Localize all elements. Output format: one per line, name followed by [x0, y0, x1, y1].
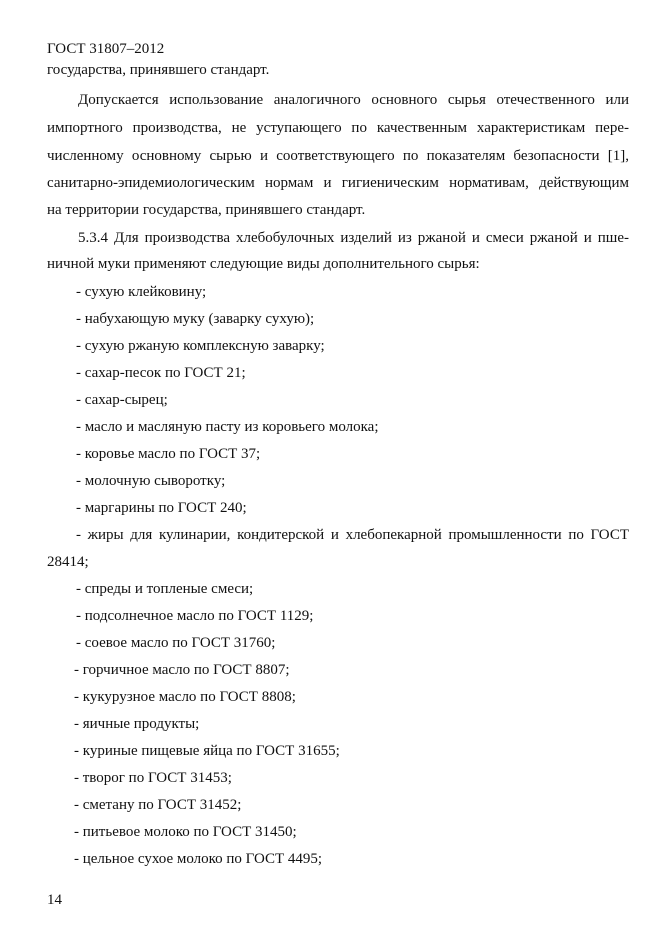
text-line: численному основному сырью и соответствующего по показателям безопасности [1],	[47, 148, 629, 164]
list-item: - горчичное масло по ГОСТ 8807;	[74, 662, 290, 678]
list-item: - сметану по ГОСТ 31452;	[74, 797, 242, 813]
list-item: - спреды и топленые смеси;	[76, 581, 254, 597]
text-line: 5.3.4 Для производства хлебобулочных изделий из ржаной и смеси ржаной и пше-	[78, 230, 629, 246]
text-line: Допускается использование аналогичного основного сырья отечественного или	[78, 92, 629, 108]
list-item: - яичные продукты;	[74, 716, 200, 732]
page-number: 14	[47, 892, 62, 908]
list-item: - жиры для кулинарии, кондитерской и хлебопекарной промышленности по ГОСТ	[76, 527, 629, 543]
list-item: - коровье масло по ГОСТ 37;	[76, 446, 261, 462]
list-item: - сухую клейковину;	[76, 284, 207, 300]
list-item: - подсолнечное масло по ГОСТ 1129;	[76, 608, 314, 624]
list-item: - соевое масло по ГОСТ 31760;	[76, 635, 276, 651]
list-item: - сахар-песок по ГОСТ 21;	[76, 365, 246, 381]
text-line: государства, принявшего стандарт.	[47, 62, 270, 78]
list-item: - питьевое молоко по ГОСТ 31450;	[74, 824, 297, 840]
text-line: на территории государства, принявшего стандарт.	[47, 202, 366, 218]
list-item: - масло и масляную пасту из коровьего молока;	[76, 419, 379, 435]
list-item-continuation: 28414;	[47, 554, 89, 570]
text-line: санитарно-эпидемиологическим нормам и гигиеническим нормативам, действующим	[47, 175, 629, 191]
list-item: - набухающую муку (заварку сухую);	[76, 311, 315, 327]
text-line: ничной муки применяют следующие виды дополнительного сырья:	[47, 256, 480, 272]
list-item: - маргарины по ГОСТ 240;	[76, 500, 247, 516]
document-code: ГОСТ 31807–2012	[47, 41, 165, 57]
text-line: импортного производства, не уступающего по качественным характеристикам пере-	[47, 120, 629, 136]
list-item: - куриные пищевые яйца по ГОСТ 31655;	[74, 743, 340, 759]
list-item: - цельное сухое молоко по ГОСТ 4495;	[74, 851, 323, 867]
list-item: - творог по ГОСТ 31453;	[74, 770, 232, 786]
list-item: - сухую ржаную комплексную заварку;	[76, 338, 325, 354]
list-item: - сахар-сырец;	[76, 392, 168, 408]
list-item: - кукурузное масло по ГОСТ 8808;	[74, 689, 296, 705]
list-item: - молочную сыворотку;	[76, 473, 226, 489]
